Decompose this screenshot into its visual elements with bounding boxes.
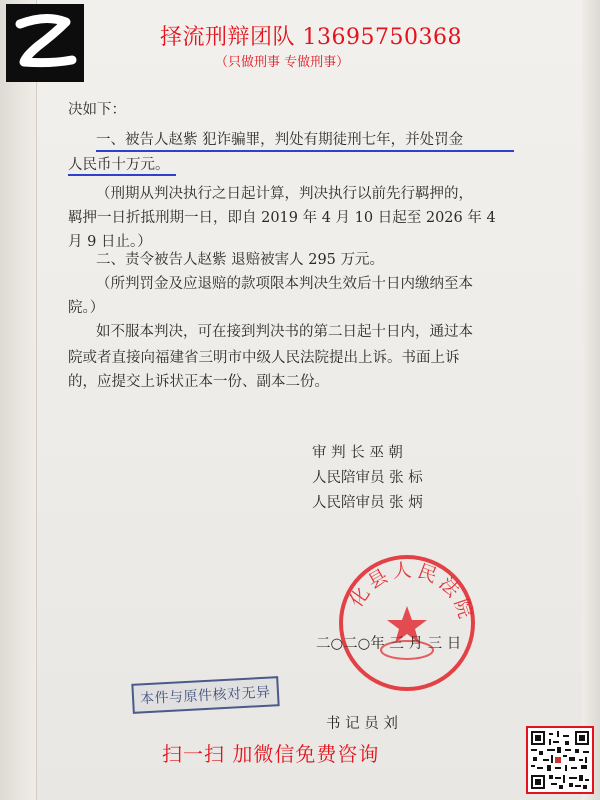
highlight-underline: [68, 174, 176, 176]
paper-binding-edge: [0, 0, 37, 800]
brand-logo: [6, 4, 84, 82]
svg-text:化县人民法院: 化县人民法院: [345, 559, 478, 625]
doc-line: 二、责令被告人赵紫 退赔被害人 295 万元。: [96, 252, 385, 268]
seal-icon: [332, 548, 482, 698]
doc-line: 院或者直接向福建省三明市中级人民法院提出上诉。书面上诉: [68, 350, 460, 366]
doc-line: （所判罚金及应退赔的款项限本判决生效后十日内缴纳至本: [96, 276, 473, 292]
highlight-underline: [96, 150, 514, 152]
wechat-cta: 扫一扫 加微信免费咨询: [162, 742, 380, 766]
qr-code[interactable]: [526, 726, 594, 794]
signature-juror: 人民陪审员 张 标: [312, 470, 423, 486]
qr-code-icon: [531, 731, 589, 789]
header-title: 择流刑辩团队 13695750368: [160, 25, 462, 50]
doc-line: 一、被告人赵紫 犯诈骗罪，判处有期徒刑七年，并处罚金: [96, 132, 464, 148]
paper-right-edge: [582, 0, 600, 800]
signature-judge: 审 判 长 巫 朝: [312, 445, 403, 461]
doc-line: 月 9 日止。）: [68, 234, 152, 250]
copy-verification-stamp: 本件与原件核对无异: [131, 676, 279, 714]
judgment-date: 二○二○年 三 月 三 日: [316, 636, 462, 652]
signature-juror: 人民陪审员 张 炳: [312, 495, 423, 511]
signature-clerk: 书 记 员 刘: [326, 716, 398, 732]
doc-line: 院。）: [68, 300, 105, 316]
court-seal: [332, 548, 482, 698]
doc-line: 人民币十万元。: [68, 157, 170, 173]
doc-line: 决如下：: [68, 102, 126, 118]
header-subtitle: （只做刑事 专做刑事）: [215, 55, 350, 70]
logo-icon: [6, 4, 84, 82]
doc-line: 如不服本判决，可在接到判决书的第二日起十日内，通过本: [96, 324, 473, 340]
doc-line: 羁押一日折抵刑期一日，即自 2019 年 4 月 10 日起至 2026 年 4: [68, 210, 496, 226]
doc-line: 的，应提交上诉状正本一份、副本二份。: [68, 374, 329, 390]
doc-line: （刑期从判决执行之日起计算，判决执行以前先行羁押的，: [96, 186, 473, 202]
